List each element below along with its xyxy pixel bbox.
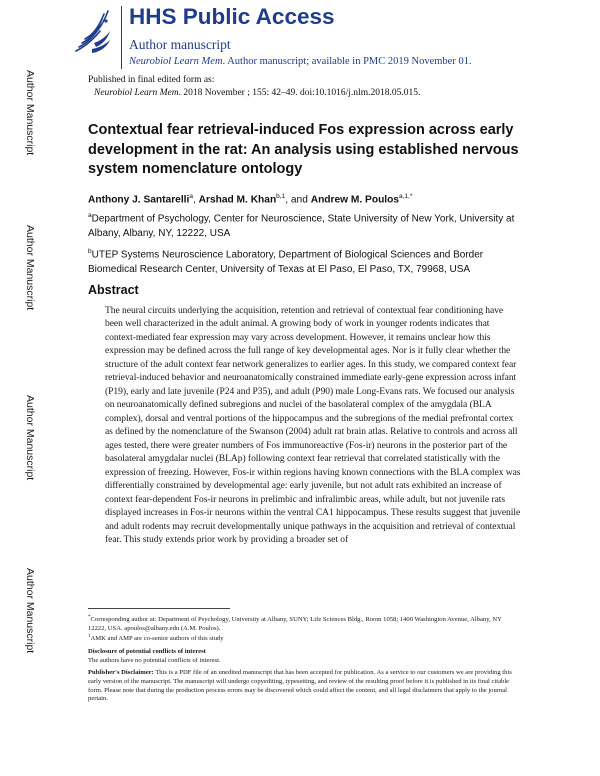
disclosure-text: The authors have no potential conflicts of interest. <box>88 656 221 664</box>
side-label-author-manuscript: Author Manuscript <box>24 568 36 654</box>
side-label-author-manuscript: Author Manuscript <box>24 395 36 481</box>
author-manuscript-subtitle: Author manuscript <box>129 37 231 52</box>
affiliation-b: $^b$UTEP Systems Neuroscience Laboratory, Department of Biological Sciences and Border Biomedical Research Center, University of Texas at El Paso, El Paso, TX, 79968, USA <box>88 248 484 275</box>
hhs-eagle-logo-icon <box>70 7 118 59</box>
side-label-author-manuscript: Author Manuscript <box>24 70 36 156</box>
availability-text: . Author manuscript; available in PMC 2019 November 01. <box>222 56 472 67</box>
published-label: Published in final edited form as: <box>88 75 215 85</box>
publisher-disclaimer: Publisher's Disclaimer: This is a PDF file of an unedited manuscript that has been accepted for publication. As a service to our customers we are providing this early version of the manuscript. The manuscript will undergo copyediting, typesetting, and review of the resulting proof before it is published in its final citable form. Please note that during the production process errors may be discovered which could affect the content, and all legal disclaimers that apply to the journal pertain. <box>88 669 512 703</box>
disclosure-heading: Disclosure of potential conflicts of interest <box>88 648 206 656</box>
abstract-heading: Abstract <box>88 283 139 297</box>
author-name: Anthony J. Santarelli <box>88 194 190 206</box>
author-name: Andrew M. Poulos <box>310 194 400 206</box>
publication-info <box>88 74 420 100</box>
footnote-divider <box>88 608 230 609</box>
author-list: Anthony J. Santarelli$^a$, Arshad M. Khan$^{b,1}$, and Andrew M. Poulos$^{a,1,*}$ <box>88 193 413 206</box>
citation <box>88 87 420 100</box>
corresponding-author-note: *Corresponding author at: Department of Psychology, University at Albany, SUNY; Life Sciences Bldg., Room 1058; 1400 Washington Avenue, Albany, NY 12222, USA. apoulos@albany.edu (A.M. Poulos). <box>88 615 502 632</box>
journal-availability-line <box>129 56 472 67</box>
affiliation-a: $^a$Department of Psychology, Center for Neuroscience, State University of New York, University at Albany, Albany, NY, 12222, USA <box>88 212 515 239</box>
author-affiliation-marker: a,1,* <box>399 193 413 200</box>
citation-journal: Neurobiol Learn Mem <box>94 88 179 98</box>
header-divider <box>121 6 122 69</box>
footnotes <box>88 614 513 704</box>
author-affiliation-marker: a <box>189 193 193 200</box>
article-title: Contextual fear retrieval-induced Fos expression across early development in the rat: An analysis using established nervous system nomenclature ontology <box>88 122 519 178</box>
journal-name: Neurobiol Learn Mem <box>129 56 223 67</box>
hhs-public-access-title: HHS Public Access <box>129 4 335 29</box>
side-label-author-manuscript: Author Manuscript <box>24 225 36 311</box>
citation-details: . 2018 November ; 155: 42–49. doi:10.1016/j.nlm.2018.05.015. <box>178 88 421 98</box>
author-name: Arshad M. Khan <box>198 194 277 206</box>
abstract-text: The neural circuits underlying the acquisition, retention and retrieval of contextual fear conditioning have been well characterized in the adult animal. A growing body of work in younger rodents indicates that context-mediated fear expression may vary across development. However, it remains unclear how this expression may be defined across the full range of key developmental ages. Nor is it fully clear whether the structure of the adult context fear network generalizes to earlier ages. In this study, we compared context fear retrieval-induced behavior and neuroanatomically constrained immediate early-gene expression across infant (P19), early and late juvenile (P24 and P35), and adult (P90) male Long-Evans rats. We focused our analysis on neuroanatomically defined subregions and nuclei of the basolateral complex of the amygdala (BLA complex), dorsal and ventral portions of the hippocampus and the subregions of the medial prefrontal cortex as defined by the nomenclature of the Swanson (2004) adult rat brain atlas. Relative to controls and across all ages tested, there were greater numbers of Fos immunoreactive (Fos-ir) neurons in the posterior part of the basolateral amygdalar nuclei (BLAp) following context fear retrieval that correlated statistically with the expression of freezing. However, Fos-ir within regions having known connections with the BLA complex was differentially constrained by developmental age: early juvenile, but not adult rats exhibited an increase of context fear-dependent Fos-ir neurons in prelimbic and infralimbic areas, while adult, but not juvenile rats displayed increases in Fos-ir neurons within the ventral CA1 hippocampus. These results suggest that juvenile and adult rodents may recruit developmentally unique pathways in the acquisition and retrieval of contextual fear. This study extends prior work by providing a broader set of <box>105 305 521 545</box>
co-senior-note: $^1$AMK and AMP are co-senior authors of this study <box>88 634 224 643</box>
author-affiliation-marker: b,1 <box>276 193 286 200</box>
